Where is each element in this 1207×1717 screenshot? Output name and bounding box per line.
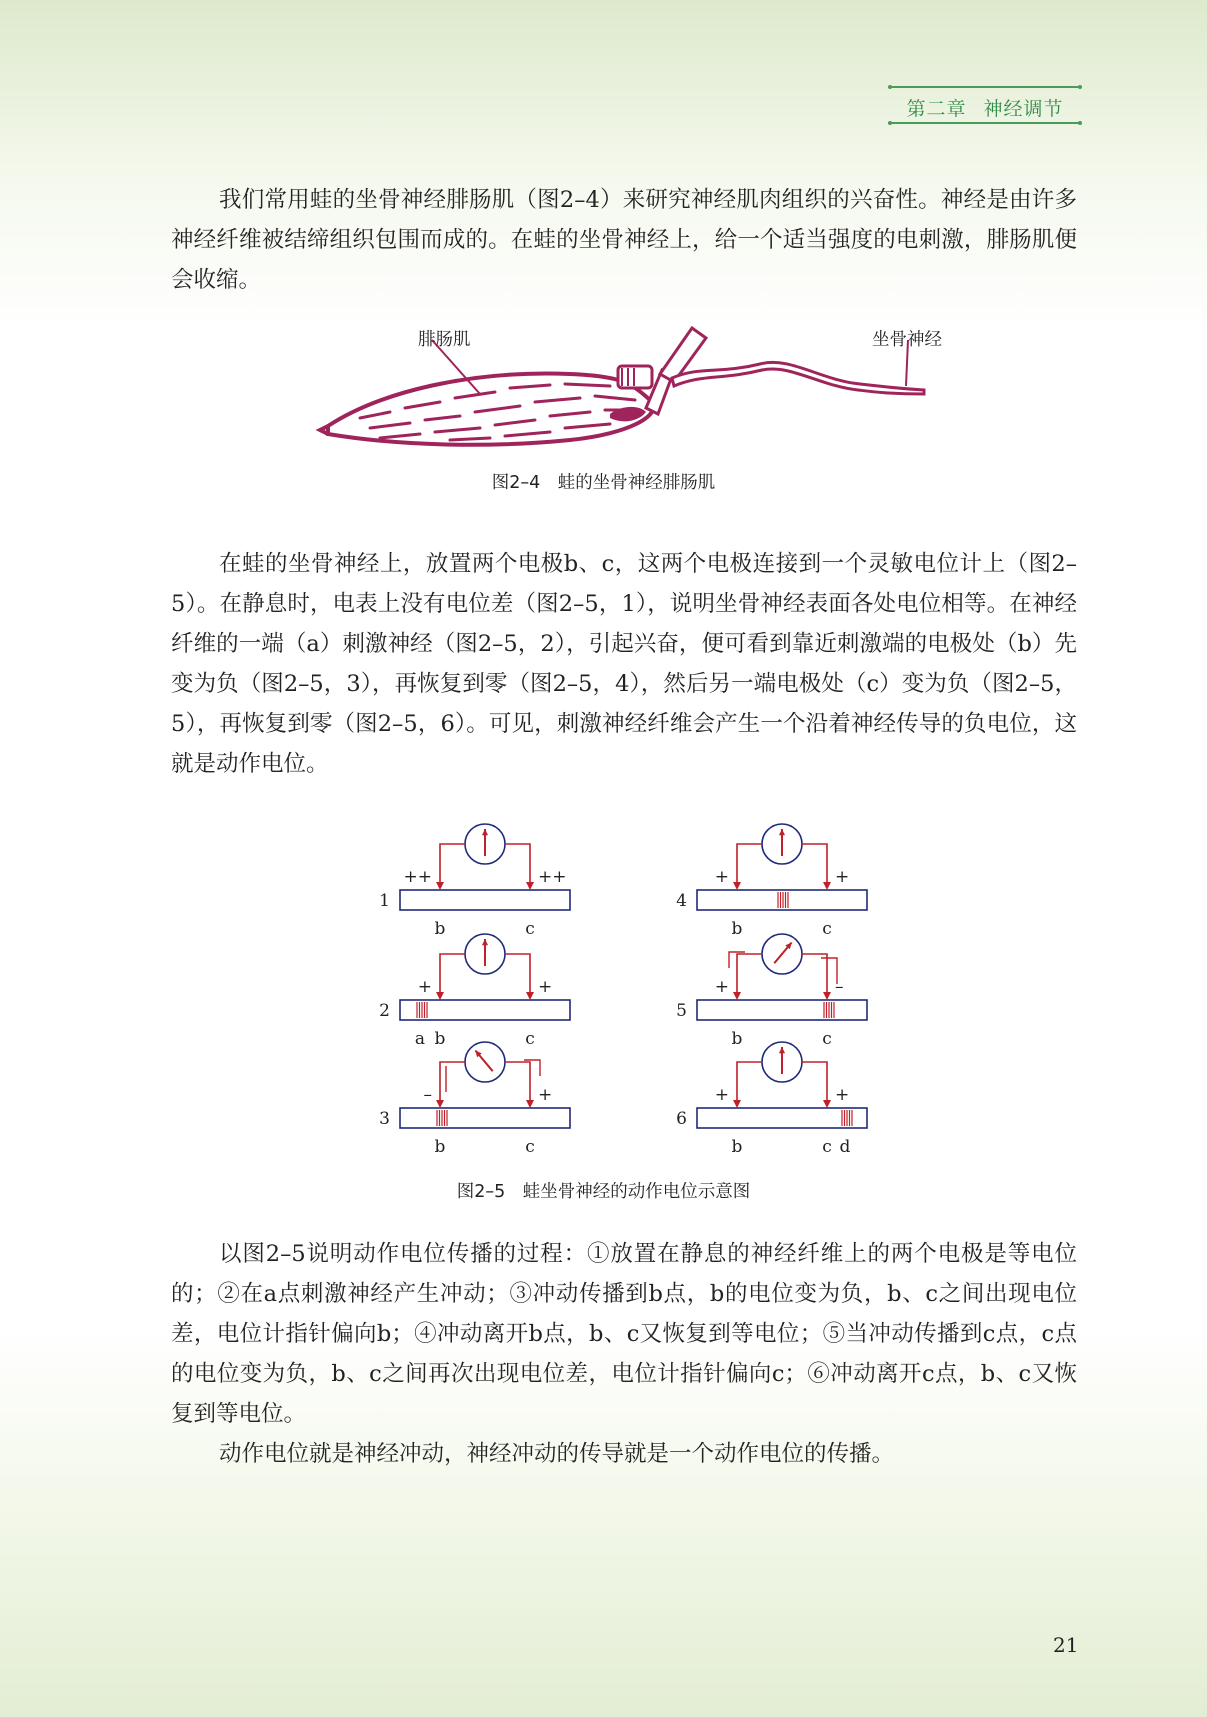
panel-number: 2 [379,1001,390,1021]
chapter-section: 神经调节 [983,98,1064,120]
figure-2-4-illustration [320,330,940,450]
left-charge-sign: – [423,1085,432,1105]
chapter-title [890,94,1080,121]
electrode-c-wire [505,954,530,996]
panel-number: 1 [379,891,390,911]
electrode-label-d: d [839,1137,851,1157]
electrode-label-b: b [434,1029,446,1049]
paragraph-2: 在蛙的坐骨神经上，放置两个电极b、c，这两个电极连接到一个灵敏电位计上（图2–5）。在静息时，电表上没有电位差（图2–5，1），说明坐骨神经表面各处电位相等。在神经纤维的一端（a）刺激神经（图2–5，2），引起兴奋，便可看到靠近刺激端的电极处（b）先变为负（图2–5，3），再恢复到零（图2–5，4），然后另一端电极处（c）变为负（图2–5，5），再恢复到零（图2–5，6）。可见，刺激神经纤维会产生一个沿着神经传导的负电位，这就是动作电位。 [171,551,1077,777]
electrode-label-c: c [525,1029,535,1049]
left-charge-sign: + [714,867,729,887]
electrode-b-tip [733,882,741,890]
electrode-c-wire [505,1062,530,1104]
panel-number: 4 [676,891,687,911]
label-gastrocnemius: 腓肠肌 [418,330,471,350]
electrode-c-wire [802,954,827,996]
electrode-c-tip [526,882,534,890]
left-charge-sign: + [714,977,729,997]
electrode-b-tip [436,1100,444,1108]
electrode-c-tip [526,992,534,1000]
paragraph-1: 我们常用蛙的坐骨神经腓肠肌（图2–4）来研究神经肌肉组织的兴奋性。神经是由许多神经纤维被结缔组织包围而成的。在蛙的坐骨神经上，给一个适当强度的电刺激，腓肠肌便会收缩。 [171,187,1077,293]
electrode-b-wire [737,844,762,886]
panel-number: 6 [676,1109,687,1129]
electrode-c-tip [823,882,831,890]
electrode-label-b: b [731,919,743,939]
caption-figure-2-5: 图2–5 蛙坐骨神经的动作电位示意图 [456,1182,751,1202]
label-sciatic-nerve: 坐骨神经 [872,330,942,350]
right-charge-sign: + [835,867,850,887]
electrode-c-tip [526,1100,534,1108]
panel-5 [676,934,867,1049]
right-charge-sign: + [538,1085,553,1105]
electrode-label-b: b [434,1137,446,1157]
electrode-label-b: b [434,919,446,939]
nerve-fiber-bar [697,890,867,910]
electrode-label-a: a [414,1029,426,1049]
electrode-b-wire [440,844,465,886]
panel-4 [676,824,867,939]
paragraph-4: 动作电位就是神经冲动，神经冲动的传导就是一个动作电位的传播。 [219,1441,895,1467]
electrode-label-b: b [731,1029,743,1049]
electrode-b-wire [440,954,465,996]
electrode-c-wire [505,844,530,886]
electrode-label-c: c [822,1137,832,1157]
panel-2 [379,934,570,1049]
electrode-b-tip [436,992,444,1000]
electrode-label-c: c [822,919,832,939]
sciatic-nerve-drawing [672,362,924,394]
nerve-fiber-bar [400,1108,570,1128]
page-number: 21 [1053,1633,1079,1657]
right-charge-sign: + [835,1085,850,1105]
electrode-b-tip [733,1100,741,1108]
panel-3 [379,1042,570,1157]
electrode-label-c: c [822,1029,832,1049]
chapter-header [890,86,1080,126]
panel-6 [676,1042,867,1157]
nerve-fiber-bar [400,890,570,910]
left-charge-sign: + [417,977,432,997]
nerve-fiber-bar [697,1000,867,1020]
gastrocnemius-muscle-drawing [320,374,653,445]
electrode-b-tip [733,992,741,1000]
panel-number: 5 [676,1001,687,1021]
paragraph-3: 以图2–5说明动作电位传播的过程：①放置在静息的神经纤维上的两个电极是等电位的；②在a点刺激神经产生冲动；③冲动传播到b点，b的电位变为负，b、c之间出现电位差，电位计指针偏向b；④冲动离开b点，b、c又恢复到等电位；⑤当冲动传播到c点，c点的电位变为负，b、c之间再次出现电位差，电位计指针偏向c；⑥冲动离开c点，b、c又恢复到等电位。 [171,1241,1077,1427]
panel-number: 3 [379,1109,390,1129]
electrode-b-wire [737,1062,762,1104]
electrode-c-wire [802,1062,827,1104]
electrode-b-tip [436,882,444,890]
right-charge-sign: ++ [538,867,567,887]
right-charge-sign: – [835,977,844,997]
electrode-b-wire [737,954,762,996]
left-charge-sign: + [714,1085,729,1105]
nerve-fiber-bar [400,1000,570,1020]
electrode-c-wire [802,844,827,886]
left-charge-sign: ++ [403,867,432,887]
electrode-b-wire [440,1062,465,1104]
electrode-label-c: c [525,1137,535,1157]
figure-2-5-diagram [370,820,890,1160]
header-rule-top [890,86,1080,88]
electrode-c-tip [823,1100,831,1108]
chapter-number: 第二章 [906,98,967,120]
electrode-c-tip [823,992,831,1000]
caption-figure-2-4: 图2–4 蛙的坐骨神经腓肠肌 [491,473,716,493]
header-rule-bottom [890,122,1080,124]
electrode-label-c: c [525,919,535,939]
electrode-label-b: b [731,1137,743,1157]
right-charge-sign: + [538,977,553,997]
panel-1 [379,824,570,939]
